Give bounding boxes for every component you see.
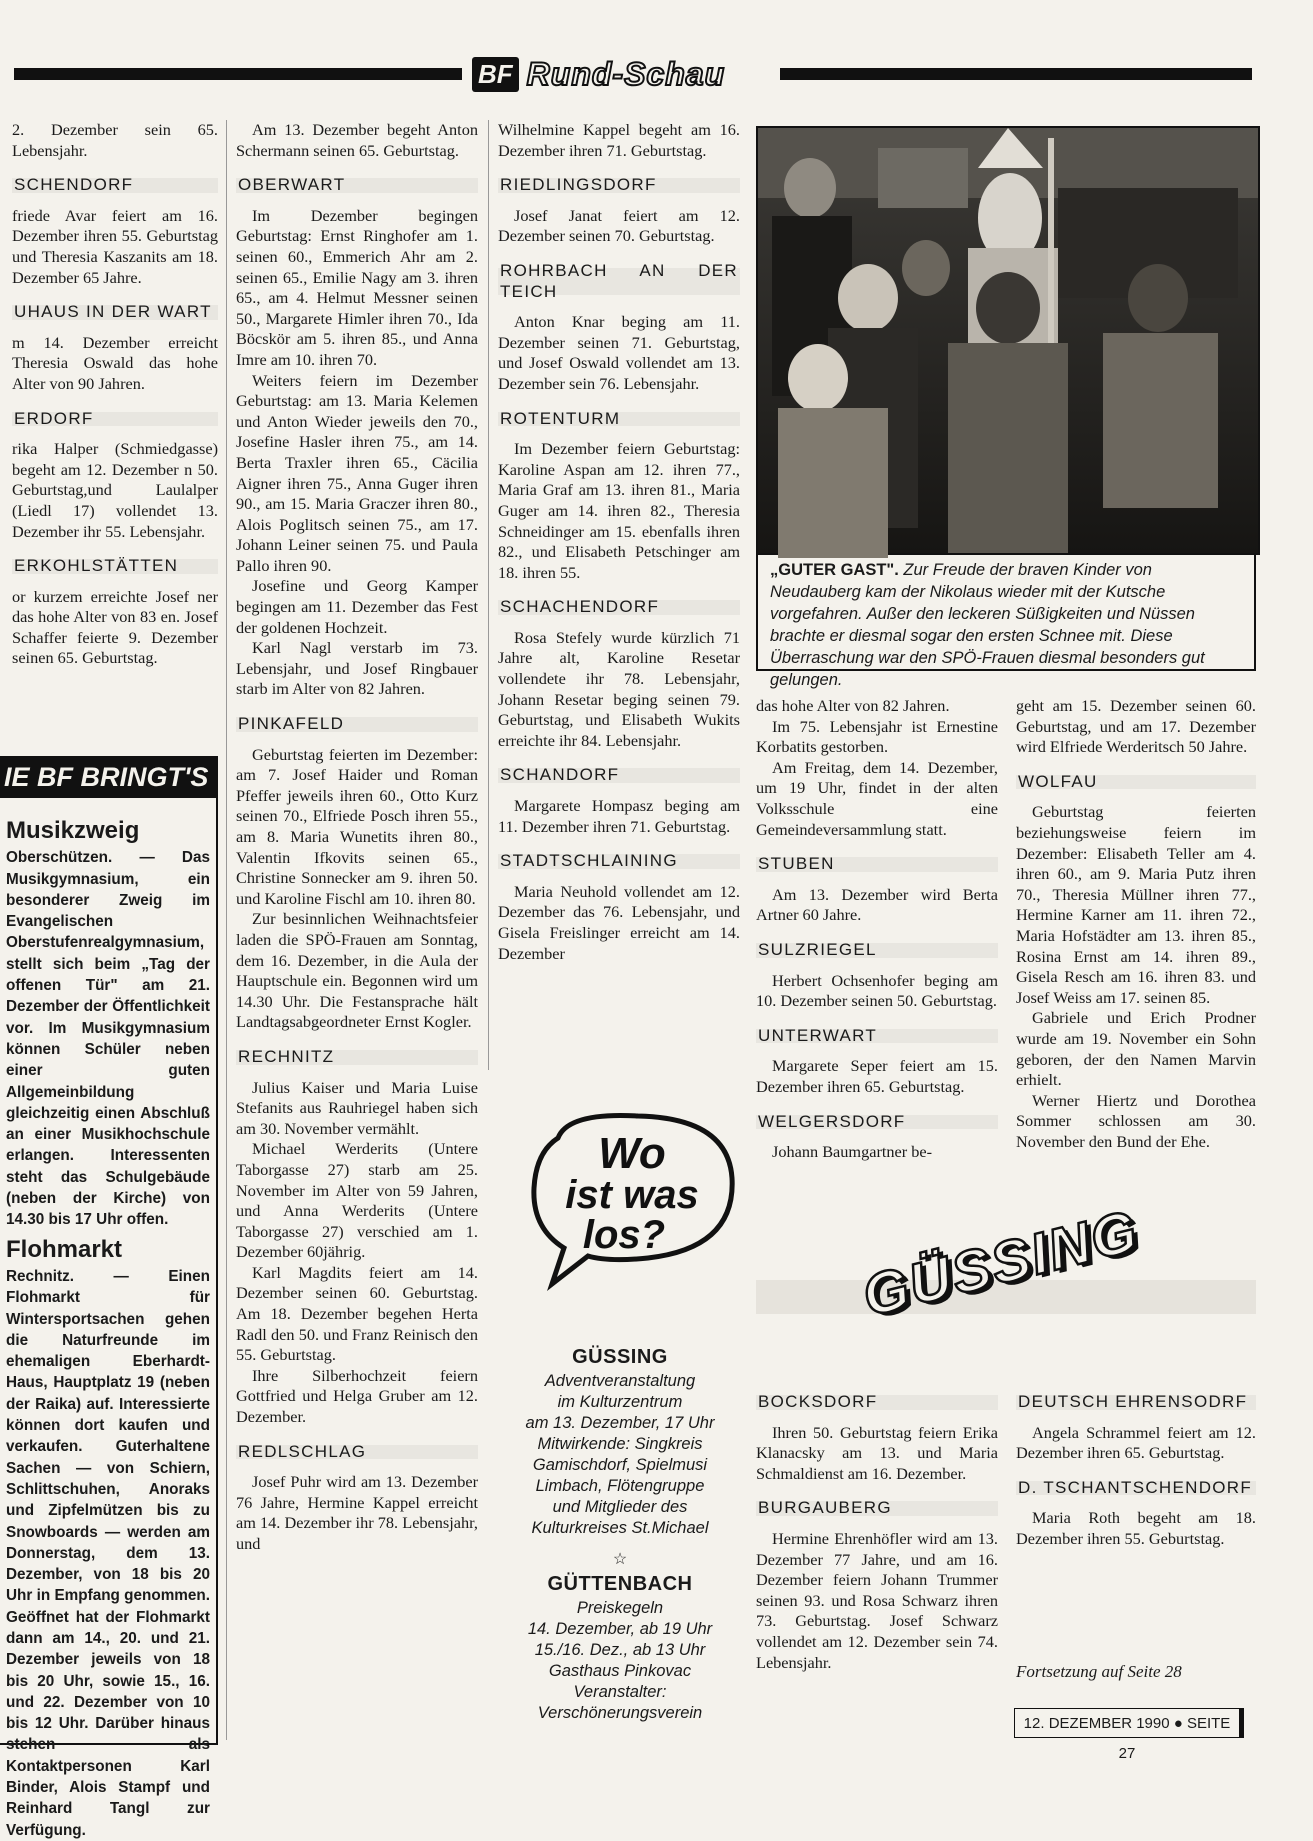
paragraph: Herbert Ochsenhofer beging am 10. Dezember seinen 50. Geburtstag. [756, 970, 998, 1011]
paragraph: Geburtstag feierten im Dezember: am 7. Josef Haider und Roman Pfeffer jeweils ihren 60., Otto Kurz seinen 70., Elfriede Posch ihren 55., am 8. Maria Wunetits ihren 80., Valentin Ifkovits seinen 65., Christine Sonnecker am 9. ihren 50. und Karoline Fischl am 10. ihren 80. [236, 744, 478, 908]
header-rule-left [14, 68, 462, 80]
paragraph: Im Dezember feiern Geburtstag: Karoline Aspan am 12. ihren 77., Maria Graf am 13. ihren 81., Maria Guger am 14. ihren 82., Theresia Schneidinger am 15. ebenfalls ihren 82., und Elisabeth Petschinger am 18. ihren 55. [498, 439, 740, 582]
box-heading: Flohmarkt [6, 1235, 123, 1263]
event-description: Adventveranstaltung im Kulturzentrum am 13. Dezember, 17 Uhr Mitwirkende: Singkreis Gamischdorf, Spielmusi Limbach, Flötengruppe und Mitglieder des Kulturkreises St.Michael [525, 1372, 715, 1537]
event-description: Preiskegeln 14. Dezember, ab 19 Uhr 15./16. Dez., ab 13 Uhr Gasthaus Pinkovac Veranstalter: Verschönerungsverein [527, 1599, 713, 1722]
section-heading: WELGERSDORF [756, 1110, 998, 1135]
section-heading: BOCKSDORF [756, 1390, 998, 1415]
column-divider [226, 120, 227, 1740]
section-heading: RECHNITZ [236, 1045, 478, 1070]
section-heading: ROHRBACH AN DER TEICH [498, 259, 740, 304]
box-heading: Musikzweig [6, 817, 140, 844]
section-heading: ERDORF [12, 407, 218, 432]
paragraph: 2. Dezember sein 65. Lebensjahr. [12, 120, 218, 160]
paragraph: Werner Hiertz und Dorothea Sommer schlossen am 30. November den Bund der Ehe. [1016, 1090, 1256, 1151]
paragraph: Julius Kaiser und Maria Luise Stefanits aus Rauhriegel haben sich am 30. November vermählt. [236, 1077, 478, 1138]
paragraph: Anton Knar beging am 11. Dezember seinen 71. Geburtstag, und Josef Oswald vollendet am 13. Dezember sein 76. Lebensjahr. [498, 312, 740, 393]
section-heading: SCHACHENDORF [498, 595, 740, 620]
paragraph: Im 75. Lebensjahr ist Ernestine Korbatits gestorben. [756, 716, 998, 757]
paragraph: Margarete Seper feiert am 15. Dezember ihren 65. Geburtstag. [756, 1056, 998, 1096]
section-heading: D. TSCHANTSCHENDORF [1016, 1476, 1256, 1501]
paragraph: das hohe Alter von 82 Jahren. [756, 696, 950, 715]
paragraph: Geburtstag feierten beziehungsweise feiern im Dezember: Elisabeth Teller am 4. ihren 60., am 9. Maria Putz ihren 70., Theresia Müllner ihren 77., Hermine Karner am 11. ihren 72., Maria Hofstädter am 13. ihren 85., Rosina Ernst am 14. ihren 89., Gisela Resch am 16. ihren 83. und Josef Weiss am 17. seinen 85. [1016, 802, 1256, 1007]
column-1 [12, 120, 218, 740]
paragraph: Josef Puhr wird am 13. Dezember 76 Jahre, Hermine Kappel erreicht am 14. Dezember ihr 78. Lebensjahr, und [236, 1472, 478, 1553]
speech-bubble-graphic [528, 1108, 738, 1288]
header-rule-right [780, 68, 1252, 80]
photo-caption [756, 553, 1256, 689]
column-4 [756, 696, 998, 1221]
column-6 [756, 1390, 998, 1750]
caption-lead: „GUTER GAST". [770, 561, 899, 579]
paragraph: Am 13. Dezember begeht Anton Schermann seinen 65. Geburtstag. [236, 120, 478, 160]
logo-badge: BF [472, 57, 519, 92]
star-icon: ☆ [612, 1551, 628, 1568]
section-logo [472, 56, 725, 93]
bubble-line-2: ist was [565, 1173, 699, 1217]
section-heading: SCHENDORF [12, 173, 218, 198]
paragraph: Im Dezember begingen Geburtstag: Ernst Ringhofer am 1. seinen 60., Emmerich Ahr am 2. seinen 65., Emilie Nagy am 3. ihren 65., am 4. Helmut Messner seinen 50., Margarete Himler ihren 70., Ida Böcskör am 5. ihren 85., und Anna Imre am 10. ihren 70. [236, 205, 478, 369]
section-heading: SULZRIEGEL [756, 938, 998, 963]
paragraph: Zur besinnlichen Weihnachtsfeier laden die SPÖ-Frauen am Sonntag, dem 16. Dezember, in die Aula der Hauptschule ein. Begonnen wird um 14.30 Uhr. Die Festansprache hält Landtagsabgeordneter Ernst Kogler. [236, 909, 478, 1032]
paragraph: Josef Janat feiert am 12. Dezember seinen 70. Geburtstag. [498, 205, 740, 246]
paragraph: geht am 15. Dezember seinen 60. Geburtstag, und am 17. Dezember wird Elfriede Werderitsch 50 Jahre. [1016, 696, 1256, 757]
bubble-line-3: los? [582, 1213, 666, 1257]
section-title: Rund-Schau [526, 56, 726, 92]
column-7 [1016, 1390, 1256, 1660]
paragraph: Michael Werderits (Untere Taborgasse 27) starb am 25. November im Alter von 59 Jahren, und Anna Werderits (Untere Taborgasse 27) verschied am 1. Dezember 60jährig. [236, 1139, 478, 1262]
event-listing [500, 1342, 740, 1724]
column-2 [236, 120, 478, 1750]
paragraph: Wilhelmine Kappel begeht am 16. Dezember ihren 71. Geburtstag. [498, 120, 740, 160]
section-heading: ROTENTURM [498, 407, 740, 432]
section-heading: DEUTSCH EHRENSODRF [1016, 1390, 1256, 1415]
section-heading: REDLSCHLAG [236, 1440, 478, 1465]
paragraph: Karl Nagl verstarb im 73. Lebensjahr, und Josef Ringbauer starb im Alter von 82 Jahren. [236, 638, 478, 699]
paragraph: rika Halper (Schmiedgasse) begeht am 12. Dezember n 50. Geburtstag,und Laulalper (Liedl 17) vollendet 13. Dezember ihr 55. Lebensjahr. [12, 439, 218, 541]
paragraph: m 14. Dezember erreicht Theresia Oswald das hohe Alter von 90 Jahren. [12, 332, 218, 393]
paragraph: Hermine Ehrenhöfler wird am 13. Dezember 77 Jahre, und am 16. Dezember feiern Johann Trummer seinen 93. und Rosa Schwarz ihren 73. Geburtstag. Josef Schwarz vollendet am 12. Dezember sein 74. Lebensjahr. [756, 1528, 998, 1672]
paragraph: Rosa Stefely wurde kürzlich 71 Jahre alt, Karoline Resetar vollendete ihr 78. Lebensjahr, Johann Resetar beging seinen 79. Geburtstag, und Elisabeth Wukits erreichte ihr 84. Lebensjahr. [498, 627, 740, 750]
paragraph: Maria Neuhold vollendet am 12. Dezember das 76. Lebensjahr, und Gisela Freislinger erreicht am 14. Dezember [498, 881, 740, 963]
section-heading: ERKOHLSTÄTTEN [12, 554, 218, 579]
paragraph: Maria Roth begeht am 18. Dezember ihren 55. Geburtstag. [1016, 1508, 1256, 1548]
nikolaus-photo [756, 126, 1260, 555]
paragraph: Josefine und Georg Kamper begingen am 11. Dezember das Fest der goldenen Hochzeit. [236, 576, 478, 637]
photo-illustration [758, 128, 1258, 553]
column-3 [498, 120, 740, 1080]
event-place: GÜTTENBACH [547, 1573, 693, 1595]
page-footer: 12. DEZEMBER 1990 ● SEITE 27 [1014, 1708, 1244, 1738]
column-divider [488, 120, 489, 1070]
paragraph: Am Freitag, dem 14. Dezember, um 19 Uhr, findet in der alten Volksschule eine Gemeindeversammlung statt. [756, 757, 998, 839]
paragraph: Margarete Hompasz beging am 11. Dezember ihren 71. Geburtstag. [498, 796, 740, 836]
section-heading: UNTERWART [756, 1024, 998, 1049]
section-heading: STUBEN [756, 852, 998, 877]
box-title: IE BF BRINGT'S [0, 756, 218, 798]
paragraph: Angela Schrammel feiert am 12. Dezember ihren 65. Geburtstag. [1016, 1422, 1256, 1463]
paragraph: Weiters feiern im Dezember Geburtstag: am 13. Maria Kelemen und Anton Wieder jeweils den 70., Josefine Hasler ihren 75., am 14. Berta Traxler ihren 65., Cäcilia Aigner ihren 75., Anna Guger ihren 90., am 15. Maria Graczer ihren 80., Alois Poglitsch seinen 75., am 17. Johann Leiner seinen 75. und Paula Pallo ihren 90. [236, 370, 478, 575]
paragraph: Karl Magdits feiert am 14. Dezember seinen 60. Geburtstag. Am 18. Dezember begehen Herta Radl den 50. und Franz Reinisch den 55. Geburtstag. [236, 1262, 478, 1365]
caption-text: Zur Freude der braven Kinder von Neudauberg kam der Nikolaus wieder mit der Kutsche vorgefahren. Außer den leckeren Süßigkeiten und Nüssen brachte er diesmal sogar den ersten Schnee mit. Diese Überraschung war den SPÖ-Frauen diesmal besonders gut gelungen. [770, 561, 1205, 689]
section-heading: RIEDLINGSDORF [498, 173, 740, 198]
paragraph: Am 13. Dezember wird Berta Artner 60 Jahre. [756, 884, 998, 925]
section-heading: BURGAUBERG [756, 1496, 998, 1521]
paragraph: Ihren 50. Geburtstag feiern Erika Klanacsky am 13. und Maria Schmaldienst am 16. Dezember. [756, 1422, 998, 1483]
paragraph: friede Avar feiert am 16. Dezember ihren 55. Geburtstag und Theresia Kaszanits am 18. Dezember 65 Jahre. [12, 205, 218, 287]
section-heading: OBERWART [236, 173, 478, 198]
box-paragraph: Rechnitz. — Einen Flohmarkt für Wintersportsachen gehen die Naturfreunde im ehemaligen Eberhardt-Haus, Hauptplatz 19 (neben der Raika) auf. Interessierte können dort kaufen und verkaufen. Guterhaltene Sachen — von Schiern, Schlittschuhen, Anoraks und Zipfelmützen bis zu Snowboards — werden am Donnerstag, dem 13. Dezember, von 18 bis 20 Uhr in Empfang genommen. Geöffnet hat der Flohmarkt dann am 14., 20. und 21. Dezember jeweils von 18 bis 20 Uhr, sowie 15., 16. und 22. Dezember von 10 bis 12 Uhr. Darüber hinaus stehen als Kontaktpersonen Karl Binder, Alois Stampf und Reinhard Tangl zur Verfügung. [6, 1267, 210, 1839]
box-paragraph: Oberschützen. — Das Musikgymnasium, ein besonderer Zweig im Evangelischen Oberstufenrealgymnasium, stellt sich beim „Tag der offenen Tür" am 21. Dezember der Öffentlichkeit vor. Im Musikgymnasium können Schüler neben einer guten Allgemeinbildung gleichzeitig einen Abschluß an einer Musikhochschule erlangen. Interessenten steht das Schulgebäude (neben der Kirche) von 14.30 bis 17 Uhr offen. [6, 849, 210, 1229]
gussing-banner: GÜSSING [856, 1197, 1146, 1330]
paragraph: or kurzem erreichte Josef ner das hohe Alter von 83 en. Josef Schaffer feierte 9. Dezember seinen 65. Geburtstag. [12, 586, 218, 668]
section-heading: SCHANDORF [498, 763, 740, 788]
continuation-note: Fortsetzung auf Seite 28 [1016, 1662, 1182, 1681]
column-5 [1016, 696, 1256, 1221]
info-box [0, 762, 218, 1839]
section-heading: WOLFAU [1016, 770, 1256, 795]
paragraph: Johann Baumgartner be- [772, 1142, 933, 1162]
section-heading: UHAUS IN DER WART [12, 300, 218, 325]
event-place: GÜSSING [572, 1346, 668, 1368]
paragraph: Gabriele und Erich Prodner wurde am 19. November ein Sohn geboren, der den Namen Marvin erhielt. [1016, 1008, 1256, 1090]
bubble-line-1: Wo [598, 1129, 666, 1178]
section-heading: STADTSCHLAINING [498, 849, 740, 874]
section-heading: PINKAFELD [236, 712, 478, 737]
paragraph: Ihre Silberhochzeit feiern Gottfried und Helga Gruber am 12. Dezember. [236, 1365, 478, 1427]
